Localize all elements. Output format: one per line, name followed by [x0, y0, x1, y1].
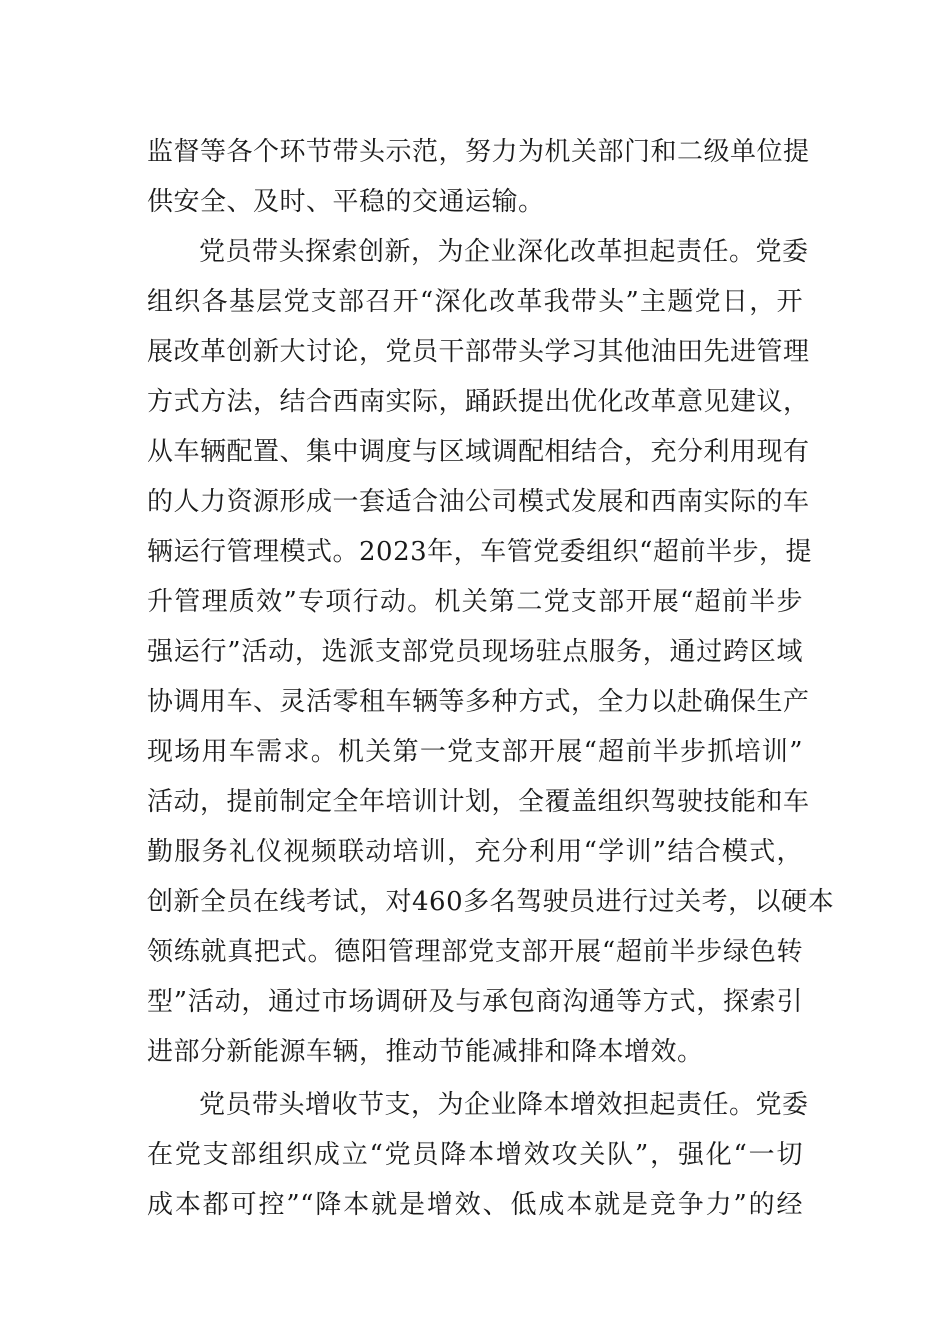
text-line: 在党支部组织成立“党员降本增效攻关队”，强化“一切	[147, 1140, 803, 1170]
text-line: 从车辆配置、集中调度与区域调配相结合，充分利用现有	[147, 437, 810, 467]
paragraph-start-line: 党员带头探索创新，为企业深化改革担起责任。党委	[199, 237, 809, 267]
text-line: 监督等各个环节带头示范，努力为机关部门和二级单位提	[147, 137, 810, 167]
text-line: 供安全、及时、平稳的交通运输。	[147, 187, 545, 217]
text-line: 协调用车、灵活零租车辆等多种方式，全力以赴确保生产	[147, 687, 810, 717]
text-line: 辆运行管理模式。2023年，车管党委组织“超前半步，提	[147, 537, 812, 567]
text-line: 领练就真把式。德阳管理部党支部开展“超前半步绿色转	[147, 937, 803, 967]
text-line: 勤服务礼仪视频联动培训，充分利用“学训”结合模式，	[147, 837, 803, 867]
text-line: 组织各基层党支部召开“深化改革我带头”主题党日，开	[147, 287, 803, 317]
text-line: 的人力资源形成一套适合油公司模式发展和西南实际的车	[147, 487, 810, 517]
text-line: 活动，提前制定全年培训计划，全覆盖组织驾驶技能和车	[147, 787, 810, 817]
text-line: 成本都可控”“降本就是增效、低成本就是竞争力”的经	[147, 1190, 803, 1220]
text-line: 升管理质效”专项行动。机关第二党支部开展“超前半步	[147, 587, 803, 617]
text-line: 强运行”活动，选派支部党员现场驻点服务，通过跨区域	[147, 637, 803, 667]
text-line: 方式方法，结合西南实际，踊跃提出优化改革意见建议，	[147, 387, 810, 417]
text-line: 展改革创新大讨论，党员干部带头学习其他油田先进管理	[147, 337, 810, 367]
paragraph-start-line: 党员带头增收节支，为企业降本增效担起责任。党委	[199, 1090, 809, 1120]
text-line: 进部分新能源车辆，推动节能减排和降本增效。	[147, 1037, 704, 1067]
text-line: 型”活动，通过市场调研及与承包商沟通等方式，探索引	[147, 987, 803, 1017]
text-line: 创新全员在线考试，对460多名驾驶员进行过关考，以硬本	[147, 887, 835, 917]
text-line: 现场用车需求。机关第一党支部开展“超前半步抓培训”	[147, 737, 803, 767]
